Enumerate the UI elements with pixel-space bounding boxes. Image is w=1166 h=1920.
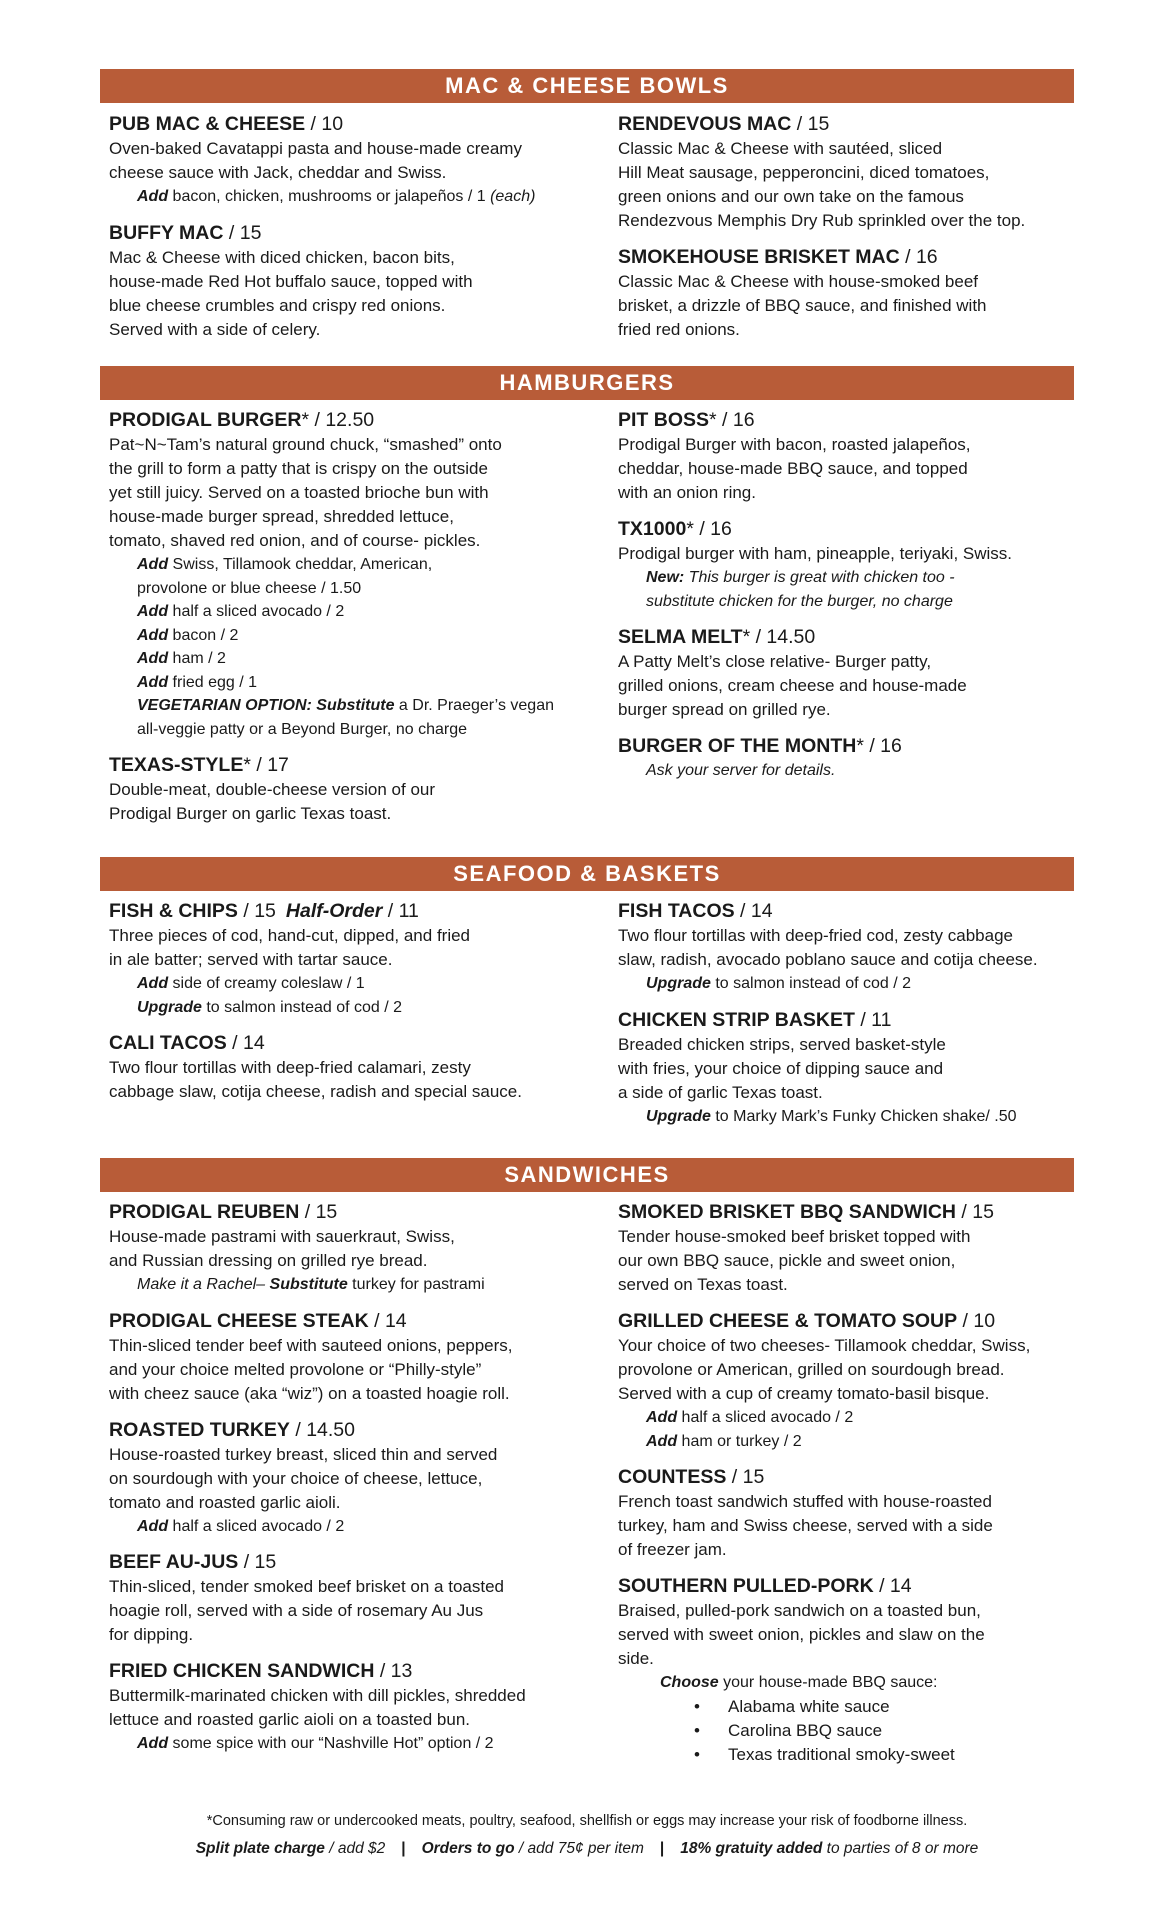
- item-description: House-roasted turkey breast, sliced thin and served: [109, 1444, 498, 1464]
- item-description: Double-meat, double-cheese version of our: [109, 780, 436, 799]
- burgers-left-column: [109, 408, 579, 838]
- menu-item-pit-boss: [618, 408, 1074, 505]
- item-description: Oven-baked Cavatappi pasta and house-made creamy: [109, 139, 522, 158]
- item-price: / 13: [374, 1660, 413, 1682]
- item-description: side.: [618, 1649, 654, 1668]
- item-note: New: This burger is great with chicken too -: [646, 569, 955, 586]
- menu-item-southern-pulled-pork: [618, 1574, 1074, 1767]
- gratuity-text: to parties of 8 or more: [822, 1840, 979, 1857]
- item-name: FISH & CHIPS: [109, 900, 238, 922]
- item-description: house-made Red Hot buffalo sauce, topped with: [109, 271, 473, 291]
- item-addon: Add bacon / 2: [137, 626, 239, 644]
- menu-item-smoked-brisket-bbq: [618, 1200, 1074, 1297]
- item-description: slaw, radish, avocado poblano sauce and cotija cheese.: [618, 950, 1038, 969]
- item-price: / 11: [854, 1008, 892, 1031]
- item-vegetarian-option: VEGETARIAN OPTION: Substitute a Dr. Praeger’s vegan: [137, 697, 554, 714]
- sauce-option: • Texas traditional smoky-sweet: [728, 1743, 1074, 1767]
- item-description: Hill Meat sausage, pepperoncini, diced tomatoes,: [618, 163, 990, 182]
- item-description: house-made burger spread, shredded lettuce,: [109, 507, 454, 526]
- item-description: lettuce and roasted garlic aioli on a toasted bun.: [109, 1710, 471, 1729]
- item-name: TX1000: [618, 518, 687, 540]
- item-price: / 10: [305, 113, 344, 135]
- menu-item-chicken-strip-basket: [618, 1008, 1074, 1129]
- item-addon: provolone or blue cheese / 1.50: [137, 579, 362, 597]
- item-name: FRIED CHICKEN SANDWICH: [109, 1660, 375, 1682]
- half-order-price: / 11: [382, 900, 419, 922]
- item-name: BEEF AU-JUS: [109, 1551, 239, 1573]
- item-description: cheese sauce with Jack, cheddar and Swiss.: [109, 163, 447, 182]
- item-addon: Add fried egg / 1: [137, 673, 258, 691]
- item-description: turkey, ham and Swiss cheese, served with a side: [618, 1516, 993, 1535]
- item-description: blue cheese crumbles and crispy red onions.: [109, 295, 446, 315]
- item-name: SMOKEHOUSE BRISKET MAC: [618, 246, 900, 268]
- item-price: * / 14.50: [742, 626, 816, 648]
- item-price: / 14: [734, 900, 773, 922]
- divider: |: [659, 1840, 665, 1857]
- item-description: Three pieces of cod, hand-cut, dipped, and fried: [109, 926, 471, 945]
- split-plate-text: / add $2: [324, 1840, 386, 1857]
- item-name: CALI TACOS: [109, 1032, 227, 1054]
- item-name: PRODIGAL BURGER: [109, 409, 302, 431]
- item-description: French toast sandwich stuffed with house-roasted: [618, 1492, 992, 1511]
- item-price: / 15: [237, 900, 276, 922]
- mac-left-column: [109, 112, 579, 354]
- item-description: hoagie roll, served with a side of rosemary Au Jus: [109, 1601, 484, 1620]
- item-description: for dipping.: [109, 1625, 194, 1644]
- item-name: ROASTED TURKEY: [109, 1418, 290, 1441]
- item-addon: Add half a sliced avocado / 2: [137, 1517, 345, 1535]
- item-description: Classic Mac & Cheese with house-smoked beef: [618, 272, 978, 291]
- item-description: Tender house-smoked beef brisket topped with: [618, 1227, 971, 1246]
- item-price: / 14: [226, 1032, 265, 1054]
- item-description: Braised, pulled-pork sandwich on a toasted bun,: [618, 1601, 981, 1620]
- divider: |: [401, 1840, 406, 1857]
- item-price: * / 12.50: [301, 409, 375, 431]
- menu-item-buffy-mac: [109, 221, 579, 342]
- item-addon: Add some spice with our “Nashville Hot” option / 2: [137, 1735, 494, 1752]
- item-price: / 15: [791, 113, 830, 135]
- item-name: SOUTHERN PULLED-PORK: [618, 1575, 874, 1597]
- item-price: / 16: [899, 246, 938, 268]
- item-price: * / 16: [686, 518, 732, 540]
- item-price: / 15: [238, 1551, 277, 1573]
- menu-item-fried-chicken-sandwich: [109, 1659, 579, 1756]
- item-description: Prodigal burger with ham, pineapple, teriyaki, Swiss.: [618, 544, 1013, 563]
- item-price: / 15: [299, 1201, 338, 1223]
- item-description: on sourdough with your choice of cheese, lettuce,: [109, 1468, 483, 1488]
- item-addon: Add half a sliced avocado / 2: [646, 1409, 854, 1426]
- item-description: of freezer jam.: [618, 1540, 727, 1559]
- menu-item-pub-mac: [109, 112, 579, 209]
- item-name: COUNTESS: [618, 1466, 727, 1488]
- seafood-right-column: [618, 899, 1074, 1140]
- item-description: green onions and our own take on the famous: [618, 187, 964, 206]
- item-description: brisket, a drizzle of BBQ sauce, and finished with: [618, 296, 987, 315]
- split-plate-label: Split plate charge: [195, 1840, 325, 1857]
- menu-item-prodigal-reuben: [109, 1200, 579, 1297]
- sauce-choice-label: Choose your house-made BBQ sauce:: [660, 1674, 938, 1691]
- item-description: with fries, your choice of dipping sauce and: [618, 1058, 944, 1078]
- item-price: / 14.50: [289, 1418, 355, 1441]
- item-description: House-made pastrami with sauerkraut, Swiss,: [109, 1227, 455, 1246]
- item-description: and Russian dressing on grilled rye bread.: [109, 1251, 428, 1270]
- item-description: cheddar, house-made BBQ sauce, and topped: [618, 459, 968, 478]
- item-price: / 15: [726, 1466, 765, 1488]
- section-banner-sandwiches: SANDWICHES: [100, 1158, 1074, 1192]
- orders-to-go-label: Orders to go: [421, 1840, 515, 1857]
- menu-item-fish-tacos: [618, 899, 1074, 996]
- burgers-right-column: [618, 408, 1074, 795]
- item-price: / 10: [957, 1310, 996, 1332]
- item-name: PRODIGAL REUBEN: [109, 1201, 300, 1223]
- item-name: FISH TACOS: [618, 900, 735, 922]
- item-price: / 14: [873, 1575, 912, 1597]
- food-safety-disclaimer: *Consuming raw or undercooked meats, poultry, seafood, shellfish or eggs may increase your risk of foodborne illness.: [206, 1813, 968, 1829]
- item-upgrade: Upgrade to salmon instead of cod / 2: [137, 998, 403, 1016]
- item-description: A Patty Melt’s close relative- Burger patty,: [618, 652, 932, 671]
- item-description: Breaded chicken strips, served basket-style: [618, 1034, 946, 1054]
- item-addon: Add ham or turkey / 2: [646, 1432, 802, 1450]
- half-order-label: Half-Order: [285, 900, 383, 922]
- item-addon: Add bacon, chicken, mushrooms or jalapeños / 1 (each): [137, 188, 536, 205]
- item-description: tomato, shaved red onion, and of course- pickles.: [109, 531, 481, 550]
- item-price: / 14: [368, 1309, 407, 1332]
- item-addon: Add half a sliced avocado / 2: [137, 603, 345, 620]
- charges-line: [100, 1838, 1074, 1860]
- item-name: BUFFY MAC: [109, 221, 224, 244]
- item-name: PUB MAC & CHEESE: [109, 113, 306, 135]
- menu-item-roasted-turkey: [109, 1418, 579, 1539]
- mac-right-column: [618, 112, 1074, 354]
- item-name: RENDEVOUS MAC: [618, 113, 792, 135]
- item-description: Rendezvous Memphis Dry Rub sprinkled over the top.: [618, 211, 1026, 230]
- section-banner-seafood: SEAFOOD & BASKETS: [100, 857, 1074, 891]
- item-name: GRILLED CHEESE & TOMATO SOUP: [618, 1310, 958, 1332]
- item-description: Thin-sliced tender beef with sauteed onions, peppers,: [109, 1335, 513, 1355]
- item-description: the grill to form a patty that is crispy on the outside: [109, 459, 488, 478]
- item-price: * / 16: [709, 409, 755, 431]
- item-description: Mac & Cheese with diced chicken, bacon bits,: [109, 247, 455, 267]
- item-name: CHICKEN STRIP BASKET: [618, 1008, 855, 1031]
- item-description: provolone or American, grilled on sourdough bread.: [618, 1360, 1005, 1379]
- item-addon: Add ham / 2: [137, 650, 226, 667]
- item-price: / 15: [956, 1201, 994, 1223]
- item-name: SELMA MELT: [618, 626, 743, 648]
- menu-item-grilled-cheese-tomato-soup: [618, 1309, 1074, 1453]
- menu-item-prodigal-cheese-steak: [109, 1309, 579, 1406]
- item-note: substitute chicken for the burger, no charge: [646, 592, 953, 610]
- item-description: Buttermilk-marinated chicken with dill pickles, shredded: [109, 1686, 526, 1705]
- item-name: TEXAS-STYLE: [109, 754, 244, 776]
- item-name: SMOKED BRISKET BBQ SANDWICH: [618, 1201, 957, 1223]
- item-description: yet still juicy. Served on a toasted brioche bun with: [109, 483, 489, 502]
- item-name: PRODIGAL CHEESE STEAK: [109, 1309, 369, 1332]
- sandwiches-left-column: [109, 1200, 579, 1768]
- menu-item-countess: [618, 1465, 1074, 1562]
- item-addon: Add side of creamy coleslaw / 1: [137, 975, 365, 992]
- menu-item-rendevous-mac: [618, 112, 1074, 233]
- seafood-left-column: [109, 899, 579, 1116]
- item-description: Your choice of two cheeses- Tillamook cheddar, Swiss,: [618, 1336, 1031, 1355]
- item-description: served with sweet onion, pickles and slaw on the: [618, 1625, 985, 1644]
- item-description: Classic Mac & Cheese with sautéed, sliced: [618, 139, 943, 158]
- item-description: Served with a cup of creamy tomato-basil bisque.: [618, 1384, 990, 1403]
- menu-item-texas-style: [109, 753, 579, 826]
- item-description: Two flour tortillas with deep-fried cod, zesty cabbage: [618, 926, 1013, 945]
- item-upgrade: Upgrade to salmon instead of cod / 2: [646, 975, 912, 992]
- item-price: * / 16: [856, 735, 902, 757]
- section-banner-mac: MAC & CHEESE BOWLS: [100, 69, 1074, 103]
- menu-item-fish-and-chips: [109, 899, 579, 1019]
- sauce-option: • Carolina BBQ sauce: [728, 1719, 1074, 1743]
- menu-item-prodigal-burger: [109, 408, 579, 741]
- item-price: / 15: [223, 221, 262, 244]
- menu-item-cali-tacos: [109, 1031, 579, 1104]
- item-name: BURGER OF THE MONTH: [618, 735, 857, 757]
- item-description: Prodigal Burger with bacon, roasted jalapeños,: [618, 435, 971, 454]
- item-description: cabbage slaw, cotija cheese, radish and special sauce.: [109, 1082, 522, 1101]
- item-description: served on Texas toast.: [618, 1275, 788, 1294]
- item-description: Served with a side of celery.: [109, 319, 321, 339]
- item-addon: Add Swiss, Tillamook cheddar, American,: [137, 556, 433, 573]
- item-description: Two flour tortillas with deep-fried calamari, zesty: [109, 1058, 471, 1077]
- item-description: and your choice melted provolone or “Philly-style”: [109, 1359, 482, 1379]
- item-description: with cheez sauce (aka “wiz”) on a toasted hoagie roll.: [109, 1383, 510, 1403]
- sandwiches-right-column: [618, 1200, 1074, 1779]
- item-description: grilled onions, cream cheese and house-made: [618, 676, 967, 695]
- item-upgrade: Upgrade to Marky Mark’s Funky Chicken shake/ .50: [646, 1107, 1017, 1125]
- item-description: with an onion ring.: [618, 483, 756, 502]
- item-name: PIT BOSS: [618, 409, 710, 431]
- item-description: a side of garlic Texas toast.: [618, 1082, 823, 1102]
- item-vegetarian-option: all-veggie patty or a Beyond Burger, no charge: [137, 720, 467, 738]
- section-banner-hamburgers: HAMBURGERS: [100, 366, 1074, 400]
- orders-to-go-text: / add 75¢ per item: [514, 1840, 644, 1857]
- item-note: Make it a Rachel– Substitute turkey for pastrami: [137, 1276, 485, 1293]
- item-description: in ale batter; served with tartar sauce.: [109, 950, 393, 969]
- sauce-list: [618, 1695, 1074, 1767]
- item-price: * / 17: [243, 754, 289, 776]
- item-description: tomato and roasted garlic aioli.: [109, 1492, 341, 1512]
- sauce-option: • Alabama white sauce: [728, 1695, 1074, 1719]
- menu-item-selma-melt: [618, 625, 1074, 722]
- menu-item-beef-au-jus: [109, 1550, 579, 1647]
- item-description: our own BBQ sauce, pickle and sweet onion,: [618, 1251, 956, 1270]
- item-description: Prodigal Burger on garlic Texas toast.: [109, 804, 392, 823]
- item-note: Ask your server for details.: [646, 762, 836, 779]
- menu-item-brisket-mac: [618, 245, 1074, 342]
- item-description: burger spread on grilled rye.: [618, 700, 831, 719]
- gratuity-label: 18% gratuity added: [680, 1840, 823, 1857]
- menu-item-tx1000: [618, 517, 1074, 613]
- item-description: Pat~N~Tam’s natural ground chuck, “smashed” onto: [109, 435, 502, 454]
- menu-item-burger-of-the-month: [618, 734, 1074, 783]
- item-description: fried red onions.: [618, 320, 740, 339]
- item-description: Thin-sliced, tender smoked beef brisket on a toasted: [109, 1577, 504, 1596]
